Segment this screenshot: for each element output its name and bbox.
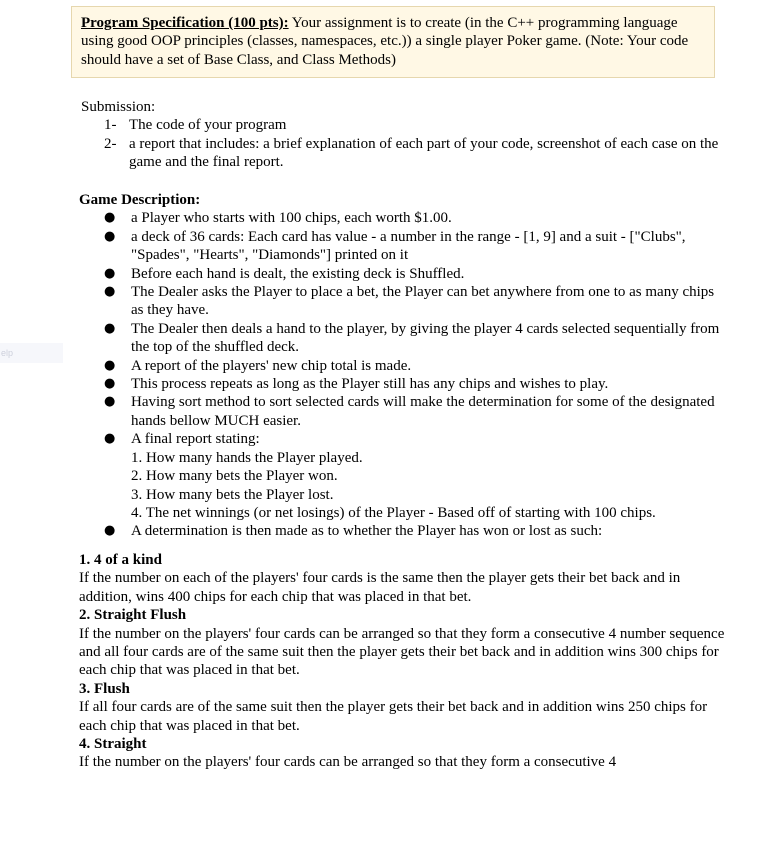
side-help-tab[interactable]: elp [0, 343, 63, 363]
bullet-text: The Dealer asks the Player to place a bet, the Player can bet anywhere from one to as many chips as they have. [131, 284, 715, 319]
bullet-text: A report of the players' new chip total is made. [131, 357, 412, 374]
bullet-text: A determination is then made as to whether the Player has won or lost as such: [131, 523, 603, 540]
hand-description: If the number on the players' four cards can be arranged so that they form a consecutive 4 [79, 754, 617, 771]
submission-heading: Submission: [81, 99, 156, 115]
hand-title: 2. Straight Flush [79, 607, 187, 624]
list-item [79, 209, 729, 227]
list-item [79, 375, 729, 393]
list-item [79, 283, 729, 320]
list-item [81, 135, 721, 172]
final-report-lines [131, 449, 729, 523]
bullet-text: A final report stating: [131, 431, 260, 448]
bullet-icon: ● [104, 357, 116, 373]
bullet-text: a deck of 36 cards: Each card has value - a number in the range - [1, 9] and a suit - ["Clubs", "Spades", "Hearts", "Diamonds"] printed on it [131, 228, 686, 264]
bullet-icon: ● [104, 228, 116, 244]
report-line: 4. The net winnings (or net losings) of the Player - Based off of starting with 100 chips. [131, 504, 656, 521]
report-line: 3. How many bets the Player lost. [131, 486, 334, 503]
hand-title: 1. 4 of a kind [79, 552, 162, 568]
spec-title: Program Specification (100 pts): [81, 15, 289, 31]
bullet-icon: ● [104, 265, 116, 281]
item-number: 1- [104, 117, 117, 134]
bullet-text: Having sort method to sort selected cards will make the determination for some of the designated hands bellow MUCH easier. [131, 394, 715, 429]
bullet-icon: ● [104, 284, 116, 300]
game-bullet-list [79, 209, 729, 540]
item-number: 2- [104, 135, 117, 152]
list-item [79, 357, 729, 375]
item-text: The code of your program [129, 117, 287, 134]
program-specification-box [71, 6, 715, 78]
list-item [79, 320, 729, 357]
game-description-heading: Game Description: [79, 192, 201, 208]
submission-section [81, 98, 721, 172]
list-item [79, 430, 729, 522]
hand-description: If the number on each of the players' four cards is the same then the player gets their bet back and in addition, wins 400 chips for each chip that was placed in that bet. [79, 570, 681, 605]
bullet-icon: ● [104, 431, 116, 447]
list-item [79, 265, 729, 283]
spec-text: Your assignment is to create (in the C++ programming language using good OOP principles (classes, namespaces, etc.)) a single player Poker game. (Note: Your code should have a set of Base Class, and Class Methods) [81, 15, 689, 68]
bullet-text: The Dealer then deals a hand to the player, by giving the player 4 cards selected sequentially from the top of the shuffled deck. [131, 320, 720, 356]
submission-list [81, 116, 721, 171]
list-item [79, 522, 729, 540]
list-item [79, 228, 729, 265]
hand-title: 3. Flush [79, 680, 130, 697]
bullet-icon: ● [104, 376, 116, 392]
list-item [81, 116, 721, 134]
list-item [79, 393, 729, 430]
bullet-icon: ● [104, 523, 116, 539]
bullet-text: Before each hand is dealt, the existing deck is Shuffled. [131, 265, 465, 282]
hand-title: 4. Straight [79, 736, 147, 753]
bullet-icon: ● [104, 320, 116, 336]
bullet-text: This process repeats as long as the Player still has any chips and wishes to play. [131, 376, 609, 393]
hand-rules-section [79, 551, 729, 772]
hand-description: If the number on the players' four cards can be arranged so that they form a consecutive 4 number sequence and all four cards are of the same suit then the player gets their bet back and in addition wins 300 chips for each chip that was placed in that bet. [79, 625, 725, 679]
bullet-text: a Player who starts with 100 chips, each worth $1.00. [131, 210, 452, 227]
report-line: 2. How many bets the Player won. [131, 468, 338, 485]
item-text: a report that includes: a brief explanation of each part of your code, screenshot of each case on the game and the final report. [129, 135, 719, 171]
bullet-icon: ● [104, 394, 116, 410]
bullet-icon: ● [104, 210, 116, 226]
report-line: 1. How many hands the Player played. [131, 449, 363, 466]
hand-description: If all four cards are of the same suit then the player gets their bet back and in addition wins 250 chips for each chip that was placed in that bet. [79, 699, 708, 734]
game-description-section [79, 191, 729, 541]
